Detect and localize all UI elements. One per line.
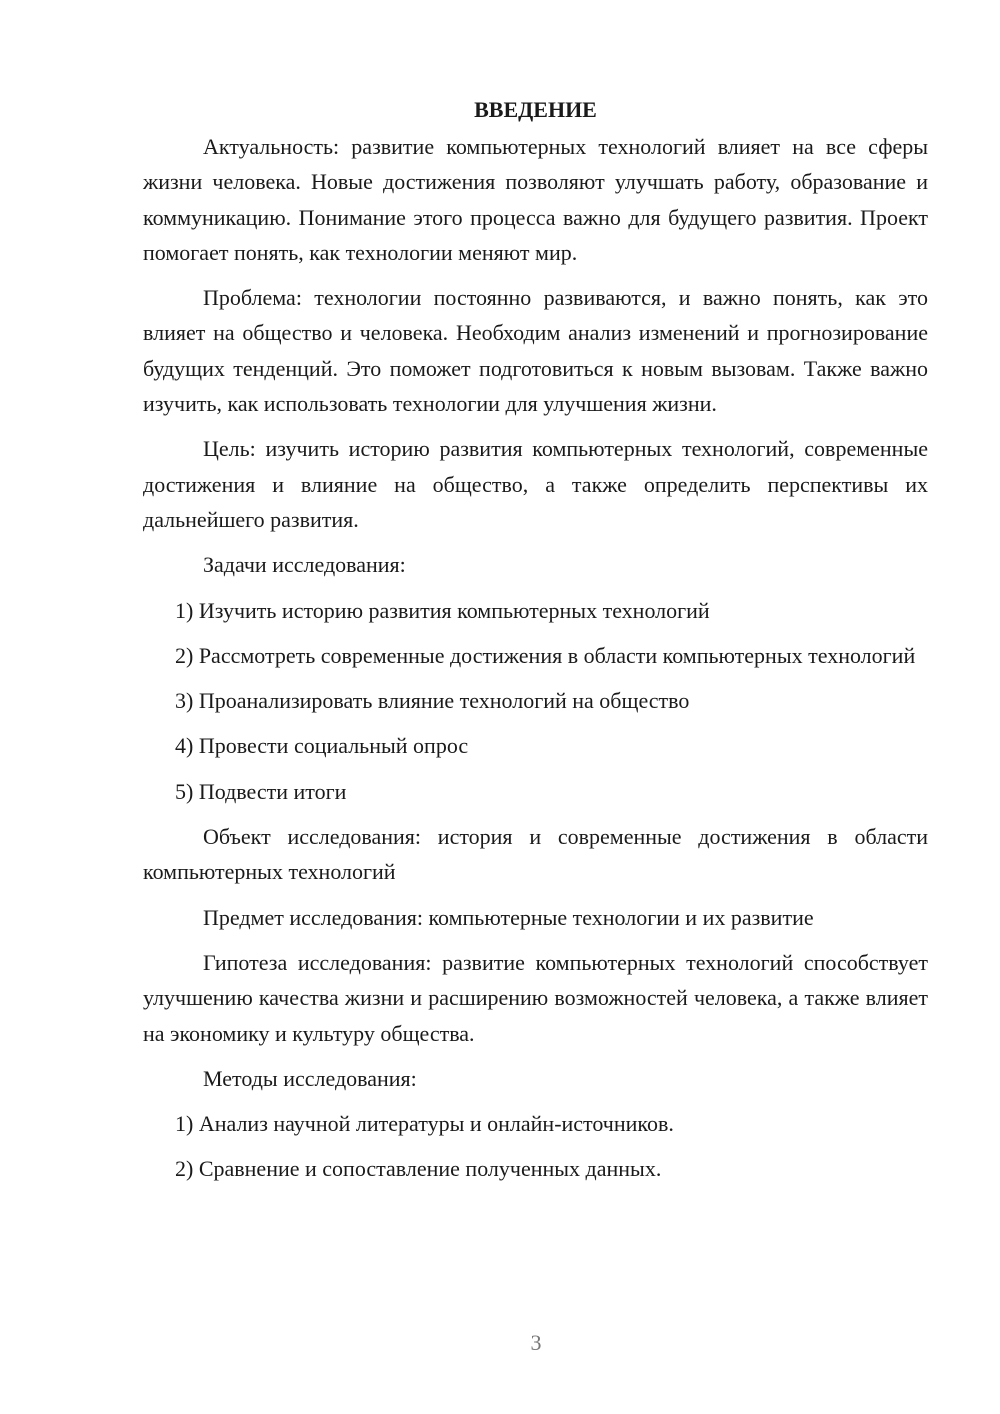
object-paragraph: Объект исследования: история и современные достижения в области компьютерных технологий <box>143 824 928 885</box>
methods-intro: Методы исследования: <box>203 1065 417 1091</box>
method-item: 1) Анализ научной литературы и онлайн-источников. <box>175 1111 674 1137</box>
task-item: 2) Рассмотреть современные достижения в области компьютерных технологий <box>175 642 916 668</box>
page-number: 3 <box>530 1330 542 1355</box>
method-item: 2) Сравнение и сопоставление полученных данных. <box>175 1156 662 1182</box>
section-heading: ВВЕДЕНИЕ <box>474 97 597 122</box>
task-item: 3) Проанализировать влияние технологий на общество <box>175 688 690 714</box>
hypothesis-paragraph: Гипотеза исследования: развитие компьютерных технологий способствует улучшению качества жизни и расширению возможностей человека, а также влияет на экономику и культуру общества. <box>143 949 928 1046</box>
problem-paragraph: Проблема: технологии постоянно развиваются, и важно понять, как это влияет на общество и человека. Необходим анализ изменений и прогнозирование будущих тенденций. Это поможет подготовиться к новым вызовам. Также важно изучить, как использовать технологии для улучшения жизни. <box>143 285 928 417</box>
relevance-paragraph: Актуальность: развитие компьютерных технологий влияет на все сферы жизни человека. Новые достижения позволяют улучшать работу, образование и коммуникацию. Понимание этого процесса важно для будущего развития. Проект помогает понять, как технологии меняют мир. <box>143 134 928 265</box>
task-item: 4) Провести социальный опрос <box>175 733 469 759</box>
task-item: 5) Подвести итоги <box>175 778 347 804</box>
subject-paragraph: Предмет исследования: компьютерные технологии и их развитие <box>203 904 814 930</box>
tasks-intro: Задачи исследования: <box>203 552 406 578</box>
task-item: 1) Изучить историю развития компьютерных технологий <box>175 597 710 623</box>
document-page <box>143 92 928 1197</box>
goal-paragraph: Цель: изучить историю развития компьютерных технологий, современные достижения и влияние на общество, а также определить перспективы их дальнейшего развития. <box>143 436 928 532</box>
